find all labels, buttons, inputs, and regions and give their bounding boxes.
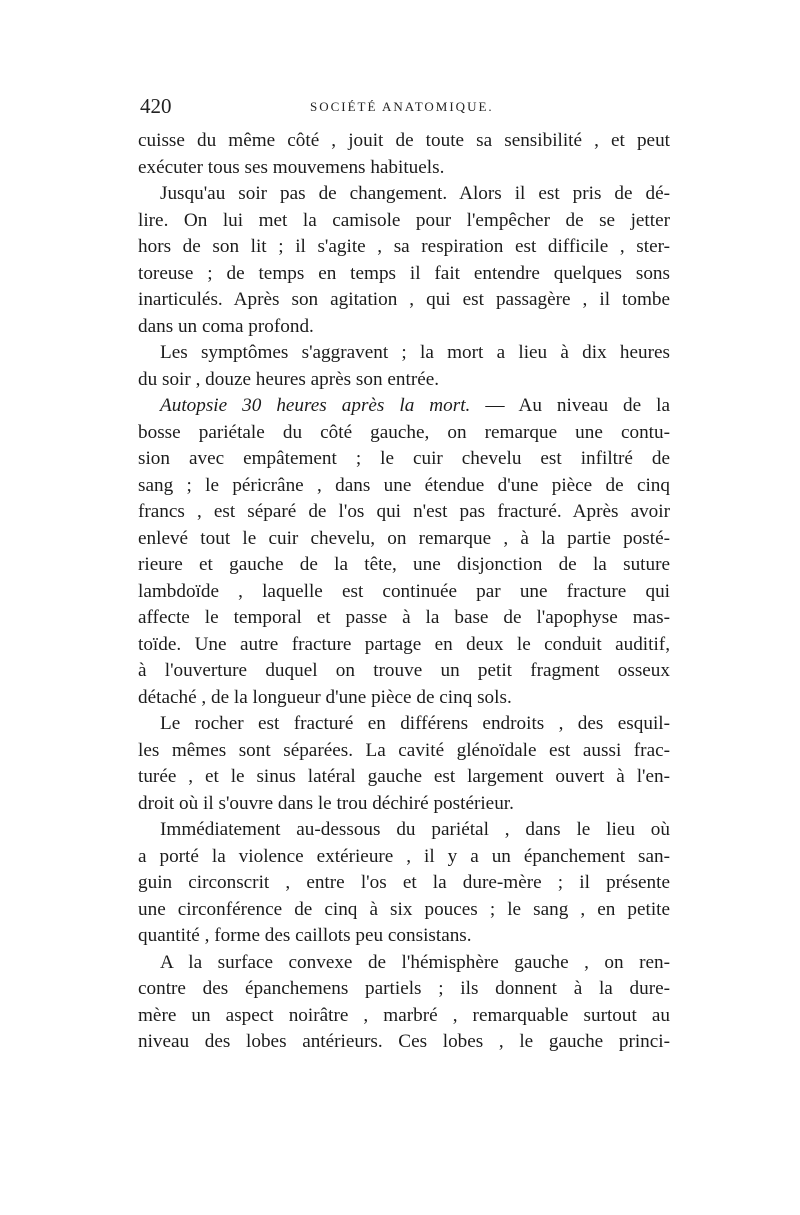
text-line: turée , et le sinus latéral gauche est largement ouvert à l'en-: [138, 766, 670, 787]
text-line: quantité , forme des caillots peu consistans.: [138, 925, 472, 946]
paragraph-start-line: Les symptômes s'aggravent ; la mort a lieu à dix heures: [160, 342, 670, 363]
running-head: [140, 94, 668, 118]
paragraph-start-line: Immédiatement au-dessous du pariétal , dans le lieu où: [160, 819, 670, 840]
text-line: dans un coma profond.: [138, 315, 314, 337]
text-line: contre des épanchemens partiels ; ils donnent à la dure-: [138, 978, 670, 999]
text-line: guin circonscrit , entre l'os et la dure-mère ; il présente: [138, 872, 670, 893]
text-line: bosse pariétale du côté gauche, on remarque une contu-: [138, 421, 670, 443]
text-line: cuisse du même côté , jouit de toute sa sensibilité , et peut: [138, 130, 670, 151]
paragraph-start-line: Le rocher est fracturé en différens endroits , des esquil-: [160, 713, 670, 734]
text-line: hors de son lit ; il s'agite , sa respiration est difficile , ster-: [138, 236, 670, 257]
text-line: inarticulés. Après son agitation , qui est passagère , il tombe: [138, 289, 670, 310]
text-line: les mêmes sont séparées. La cavité glénoïdale est aussi frac-: [138, 739, 670, 761]
text-line: détaché , de la longueur d'une pièce de cinq sols.: [138, 686, 512, 708]
text-line: du soir , douze heures après son entrée.: [138, 368, 440, 390]
page-number: 420: [140, 94, 172, 118]
text-line: francs , est séparé de l'os qui n'est pas fracturé. Après avoir: [138, 501, 670, 522]
text-line: lire. On lui met la camisole pour l'empêcher de se jetter: [138, 209, 670, 231]
autopsy-heading-continuation: — Au niveau de la: [485, 395, 671, 416]
running-title: SOCIÉTÉ ANATOMIQUE.: [310, 99, 494, 114]
text-line: affecte le temporal et passe à la base de l'apophyse mas-: [138, 607, 670, 628]
text-line: lambdoïde , laquelle est continuée par une fracture qui: [138, 580, 670, 602]
text-line: exécuter tous ses mouvemens habituels.: [138, 156, 445, 178]
paragraph-start-line: Jusqu'au soir pas de changement. Alors il est pris de dé-: [160, 183, 670, 204]
text-line: rieure et gauche de la tête, une disjonction de la suture: [138, 554, 670, 575]
body-text: [138, 128, 670, 1056]
text-line: droit où il s'ouvre dans le trou déchiré postérieur.: [138, 792, 514, 814]
autopsy-heading: Autopsie 30 heures après la mort.: [160, 395, 471, 416]
text-line: une circonférence de cinq à six pouces ; le sang , en petite: [138, 898, 670, 920]
text-line: sang ; le péricrâne , dans une étendue d'une pièce de cinq: [138, 474, 670, 496]
autopsy-heading-line: [138, 393, 670, 420]
text-line: niveau des lobes antérieurs. Ces lobes , le gauche princi-: [138, 1031, 670, 1052]
paragraph-start-line: A la surface convexe de l'hémisphère gauche , on ren-: [160, 951, 670, 973]
text-line: enlevé tout le cuir chevelu, on remarque , à la partie posté-: [138, 527, 670, 549]
text-line: toïde. Une autre fracture partage en deux le conduit auditif,: [138, 633, 670, 655]
text-line: a porté la violence extérieure , il y a un épanchement san-: [138, 845, 670, 867]
text-line: à l'ouverture duquel on trouve un petit fragment osseux: [138, 660, 670, 681]
text-line: toreuse ; de temps en temps il fait entendre quelques sons: [138, 262, 670, 284]
text-line: sion avec empâtement ; le cuir chevelu est infiltré de: [138, 448, 670, 469]
text-line: mère un aspect noirâtre , marbré , remarquable surtout au: [138, 1004, 670, 1026]
